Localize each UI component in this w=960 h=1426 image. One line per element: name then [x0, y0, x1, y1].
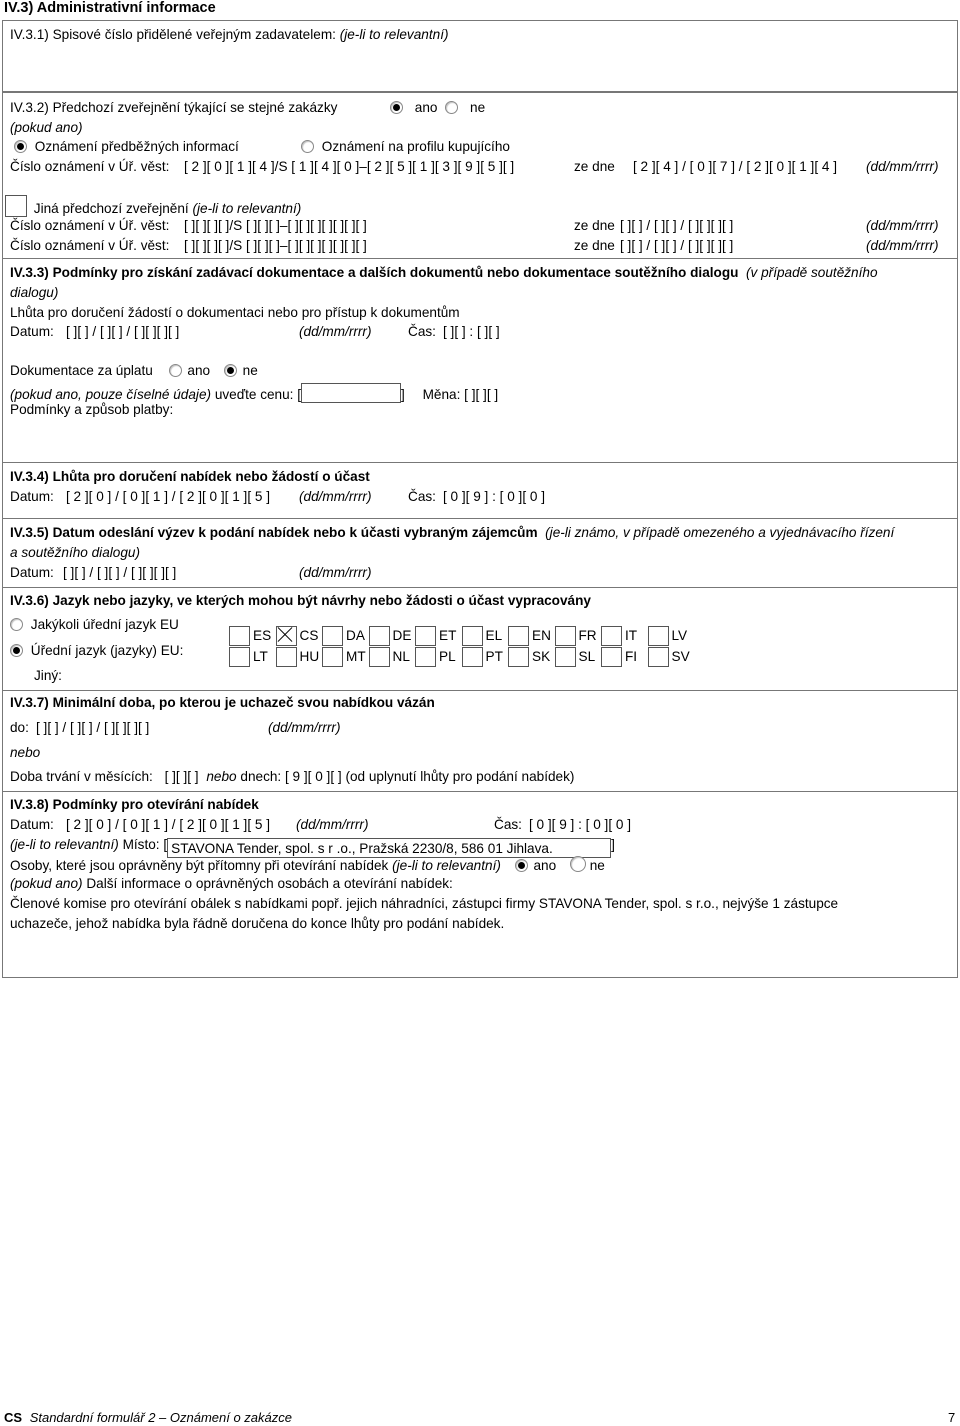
divider — [2, 587, 958, 588]
prior-info-radio[interactable] — [14, 140, 27, 153]
official-lang-radio[interactable] — [10, 644, 23, 657]
lang-label: SL — [578, 649, 596, 664]
divider — [2, 518, 958, 519]
s5-title: IV.3.5) Datum odeslání výzev k podání nabídek nebo k účasti vybraným zájemcům (je-li známo, v případě omezeného a vyjednávacího řízení — [10, 525, 895, 540]
s5-datum-label: Datum: — [10, 565, 54, 580]
s2-row2-date[interactable]: [ ][ ] / [ ][ ] / [ ][ ][ ][ ] — [620, 218, 734, 233]
s7-duration-row: Doba trvání v měsících: [ ][ ][ ] nebo dnech: [ 9 ][ 0 ][ ] (od uplynutí lhůty pro podání nabídek) — [10, 769, 575, 784]
s1-heading: IV.3.1) Spisové číslo přidělené veřejným zadavatelem: (je-li to relevantní) — [10, 27, 449, 42]
s3-title: IV.3.3) Podmínky pro získání zadávací dokumentace a dalších dokumentů nebo dokumentace soutěžního dialogu (v případě soutěžního — [10, 265, 878, 280]
s8-info-line1: Členové komise pro otevírání obálek s nabídkami popř. jejich náhradníci, zástupci firmy STAVONA Tender, spol. s r.o., nejvýše 1 zástupce — [10, 896, 839, 911]
lang-checkbox[interactable] — [276, 626, 297, 646]
section-title: IV.3) Administrativní informace — [4, 0, 216, 16]
s3-datum-label: Datum: — [10, 324, 54, 339]
lang-label: SV — [671, 649, 690, 664]
s2-row3-number[interactable]: [ ][ ][ ][ ]/S [ ][ ][ ]–[ ][ ][ ][ ][ ][ ][ ] — [184, 238, 367, 253]
lang-checkbox[interactable] — [322, 647, 343, 667]
lang-label: CS — [299, 628, 319, 643]
s8-title: IV.3.8) Podmínky pro otevírání nabídek — [10, 797, 259, 812]
s2-other-checkbox-row: Jiná předchozí zveřejnění (je-li to relevantní) — [5, 195, 301, 217]
lang-checkbox[interactable] — [462, 626, 483, 646]
lang-checkbox[interactable] — [601, 626, 622, 646]
lang-checkbox[interactable] — [508, 626, 529, 646]
s2-row3-date-fmt: (dd/mm/rrrr) — [866, 238, 939, 253]
lang-checkbox[interactable] — [415, 626, 436, 646]
lang-label: SK — [532, 649, 551, 664]
s5-datum-value[interactable]: [ ][ ] / [ ][ ] / [ ][ ][ ][ ] — [63, 565, 177, 580]
lang-checkbox[interactable] — [648, 647, 669, 667]
other-publication-checkbox[interactable] — [5, 195, 27, 217]
s2-prior-publication-choice: ano ne — [390, 100, 485, 115]
footer-lang: CS — [4, 1410, 23, 1425]
s8-cas-value[interactable]: [ 0 ][ 9 ] : [ 0 ][ 0 ] — [529, 817, 631, 832]
s2-row1-number[interactable]: [ 2 ][ 0 ][ 1 ][ 4 ]/S [ 1 ][ 4 ][ 0 ]–[ 2 ][ 5 ][ 1 ][ 3 ][ 9 ][ 5 ][ ] — [184, 159, 515, 174]
s3-deadline: Lhůta pro doručení žádostí o dokumentaci nebo pro přístup k dokumentům — [10, 305, 460, 320]
page-number: 7 — [948, 1410, 956, 1425]
ano-radio[interactable] — [390, 101, 403, 114]
footer-form: Standardní formulář 2 – Oznámení o zakázce — [29, 1410, 292, 1425]
s2-row3-label: Číslo oznámení v Úř. věst: — [10, 238, 170, 253]
s2-row3-date[interactable]: [ ][ ] / [ ][ ] / [ ][ ][ ][ ] — [620, 238, 734, 253]
lang-label: LT — [253, 649, 268, 664]
s8-date-fmt: (dd/mm/rrrr) — [296, 817, 369, 832]
s8-place-row: (je-li to relevantní) Místo: [ STAVONA Tender, spol. s r .o., Pražská 2230/8, 586 01 Jihlava. ] — [10, 837, 615, 856]
s3-payment: Podmínky a způsob platby: — [10, 402, 174, 417]
lang-checkbox[interactable] — [229, 647, 250, 667]
lang-label: NL — [392, 649, 410, 664]
s4-cas-value[interactable]: [ 0 ][ 9 ] : [ 0 ][ 0 ] — [443, 489, 545, 504]
lang-checkbox[interactable] — [229, 626, 250, 646]
s2-row2-number[interactable]: [ ][ ][ ][ ]/S [ ][ ][ ]–[ ][ ][ ][ ][ ][ ][ ] — [184, 218, 367, 233]
s2-row1-date[interactable]: [ 2 ][ 4 ] / [ 0 ][ 7 ] / [ 2 ][ 0 ][ 1 ][ 4 ] — [633, 159, 837, 174]
s5-date-fmt: (dd/mm/rrrr) — [299, 565, 372, 580]
lang-label: EL — [485, 628, 503, 643]
price-input[interactable] — [301, 383, 401, 403]
lang-label: FI — [625, 649, 638, 664]
any-eu-radio[interactable] — [10, 618, 23, 631]
months-value[interactable]: [ ][ ][ ] — [164, 769, 199, 784]
s8-cas-label: Čas: — [494, 817, 522, 832]
s2-row1-label: Číslo oznámení v Úř. věst: — [10, 159, 170, 174]
s6-title: IV.3.6) Jazyk nebo jazyky, ve kterých mohou být návrhy nebo žádosti o účast vypracovány — [10, 593, 591, 608]
s4-datum-value[interactable]: [ 2 ][ 0 ] / [ 0 ][ 1 ] / [ 2 ][ 0 ][ 1 ][ 5 ] — [66, 489, 270, 504]
s3-title-note2: dialogu) — [10, 285, 59, 300]
ne-radio[interactable] — [445, 101, 458, 114]
divider — [2, 791, 958, 792]
lang-label: PT — [485, 649, 503, 664]
s8-info-row: (pokud ano) Další informace o oprávněných osobách a otevírání nabídek: — [10, 876, 453, 891]
s3-datum-value[interactable]: [ ][ ] / [ ][ ] / [ ][ ][ ][ ] — [66, 324, 180, 339]
s2-row1-ze-dne: ze dne — [574, 159, 615, 174]
lang-label: FR — [578, 628, 597, 643]
s2-row2-date-fmt: (dd/mm/rrrr) — [866, 218, 939, 233]
lang-label: LV — [671, 628, 688, 643]
s7-do-value[interactable]: [ ][ ] / [ ][ ] / [ ][ ][ ][ ] — [36, 720, 150, 735]
s2-row3-ze-dne: ze dne — [574, 238, 615, 253]
s2-row2-ze-dne: ze dne — [574, 218, 615, 233]
lang-label: ES — [253, 628, 272, 643]
lang-checkbox[interactable] — [322, 626, 343, 646]
footer — [4, 1410, 292, 1425]
lang-checkbox[interactable] — [462, 647, 483, 667]
s4-cas-label: Čas: — [408, 489, 436, 504]
lang-checkbox[interactable] — [415, 647, 436, 667]
s5-title-note2: a soutěžního dialogu) — [10, 545, 140, 560]
lang-label: MT — [346, 649, 366, 664]
s6-official: Úřední jazyk (jazyky) EU: — [10, 643, 183, 658]
currency-value[interactable]: [ ][ ][ ] — [464, 387, 499, 402]
s8-datum-value[interactable]: [ 2 ][ 0 ] / [ 0 ][ 1 ] / [ 2 ][ 0 ][ 1 ][ 5 ] — [66, 817, 270, 832]
lang-label: PL — [439, 649, 456, 664]
lang-checkbox[interactable] — [648, 626, 669, 646]
lang-label: IT — [625, 628, 638, 643]
s2-opt-prior[interactable]: Oznámení předběžných informací — [14, 139, 239, 154]
s4-date-fmt: (dd/mm/rrrr) — [299, 489, 372, 504]
s2-opt-profile[interactable]: Oznámení na profilu kupujícího — [301, 139, 510, 154]
lang-label: DA — [346, 628, 365, 643]
s8-info-line2: uchazeče, jehož nabídka byla řádně doručena do konce lhůty pro podání nabídek. — [10, 916, 505, 931]
lang-label: HU — [299, 649, 320, 664]
s6-other: Jiný: — [34, 668, 62, 683]
s8-persons-row: Osoby, které jsou oprávněny být přítomny při otevírání nabídek (je-li to relevantní) ano ne — [10, 858, 605, 873]
divider — [2, 462, 958, 463]
s3-cas-value[interactable]: [ ][ ] : [ ][ ] — [443, 324, 500, 339]
lang-checkbox[interactable] — [369, 626, 390, 646]
s7-nebo: nebo — [10, 745, 41, 760]
divider — [2, 690, 958, 691]
lang-label: ET — [439, 628, 457, 643]
s4-title: IV.3.4) Lhůta pro doručení nabídek nebo žádostí o účast — [10, 469, 370, 484]
paid-ne-radio[interactable] — [224, 364, 237, 377]
days-value[interactable]: [ 9 ][ 0 ][ ] — [285, 769, 342, 784]
s3-cas-label: Čas: — [408, 324, 436, 339]
persons-ano-radio[interactable] — [515, 859, 528, 872]
s3-date-fmt: (dd/mm/rrrr) — [299, 324, 372, 339]
persons-ne-radio[interactable] — [570, 856, 586, 872]
place-input[interactable]: STAVONA Tender, spol. s r .o., Pražská 2230/8, 586 01 Jihlava. — [167, 838, 611, 858]
lang-checkbox[interactable] — [601, 647, 622, 667]
s6-any-eu: Jakýkoli úřední jazyk EU — [10, 617, 179, 632]
lang-checkbox[interactable] — [555, 626, 576, 646]
lang-label: DE — [392, 628, 412, 643]
s7-title: IV.3.7) Minimální doba, po kterou je uchazeč svou nabídkou vázán — [10, 695, 435, 710]
lang-checkbox[interactable] — [369, 647, 390, 667]
s4-datum-label: Datum: — [10, 489, 54, 504]
buyer-profile-radio[interactable] — [301, 140, 314, 153]
s3-paid-row: Dokumentace za úplatu ano ne — [10, 363, 258, 378]
s3-price-row: (pokud ano, pouze číselné údaje) uveďte cenu: [ ] Měna: [ ][ ][ ] — [10, 383, 498, 403]
s2-row2-label: Číslo oznámení v Úř. věst: — [10, 218, 170, 233]
s2-if-yes: (pokud ano) — [10, 120, 83, 135]
s2-title: IV.3.2) Předchozí zveřejnění týkající se stejné zakázky — [10, 100, 338, 115]
s7-do-label: do: — [10, 720, 29, 735]
divider — [2, 258, 958, 259]
paid-ano-radio[interactable] — [169, 364, 182, 377]
lang-checkbox[interactable] — [555, 647, 576, 667]
s2-row1-date-fmt: (dd/mm/rrrr) — [866, 159, 939, 174]
lang-checkbox[interactable] — [508, 647, 529, 667]
lang-label: EN — [532, 628, 551, 643]
lang-checkbox[interactable] — [276, 647, 297, 667]
s8-datum-label: Datum: — [10, 817, 54, 832]
s7-date-fmt: (dd/mm/rrrr) — [268, 720, 341, 735]
